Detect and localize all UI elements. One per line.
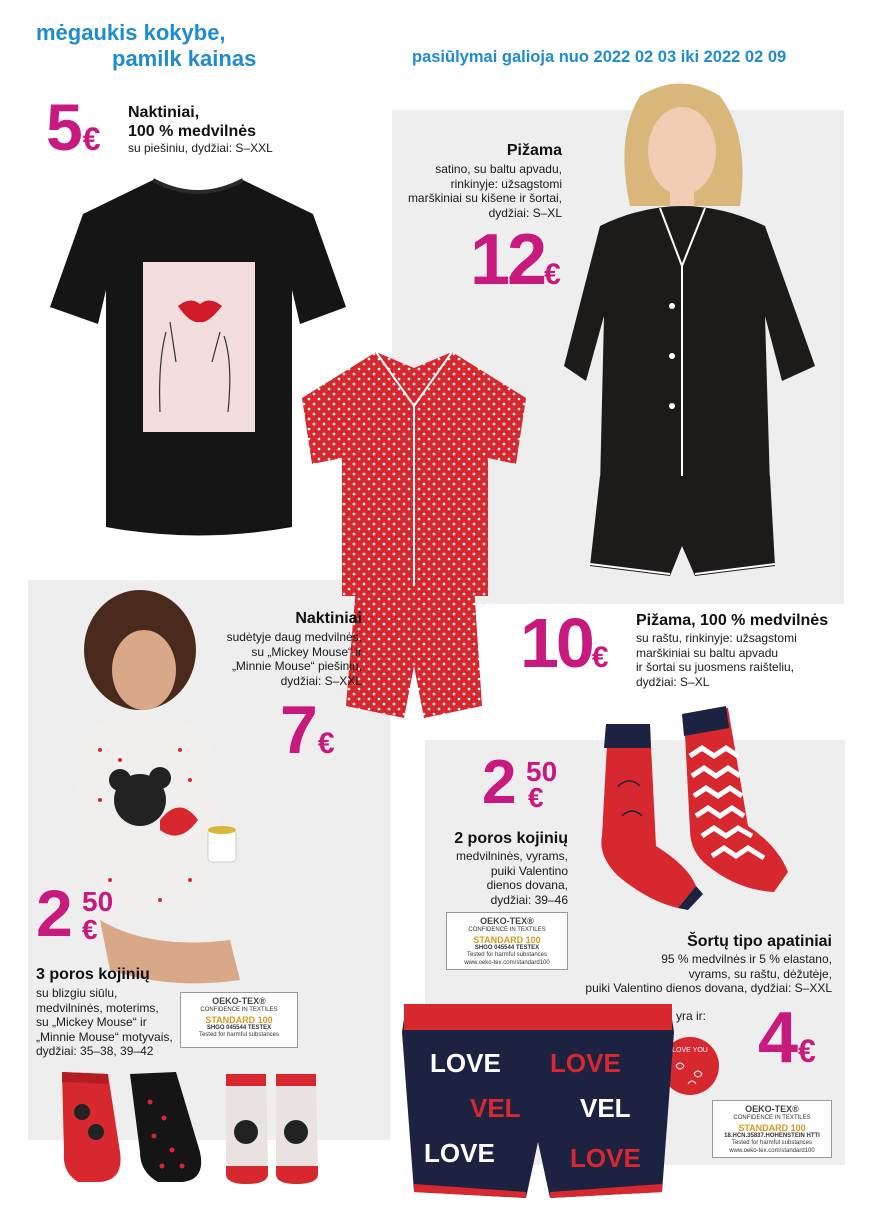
price-value: 7 bbox=[280, 692, 318, 768]
oeko-confidence: CONFIDENCE IN TEXTILES bbox=[200, 1007, 278, 1013]
price-socks-men bbox=[482, 748, 517, 817]
desc-pajama-cotton bbox=[636, 631, 797, 689]
title-line-1: Naktiniai, bbox=[128, 104, 200, 121]
desc-line: puiki Valentino bbox=[490, 863, 568, 878]
title-socks-men: 2 poros kojinių bbox=[454, 830, 568, 847]
price-nightshirt bbox=[46, 90, 101, 164]
desc-line: dienos dovana, bbox=[486, 878, 568, 892]
title-pajama-satin: Pižama bbox=[506, 142, 562, 159]
desc-socks-women bbox=[36, 986, 173, 1059]
women-socks-image bbox=[40, 1062, 330, 1188]
oeko-tex-label bbox=[180, 992, 298, 1048]
print-word-vel: VEL bbox=[580, 1093, 631, 1123]
also-available-label: yra ir: bbox=[676, 1009, 706, 1023]
oeko-brand: OEKO-TEX® bbox=[745, 1104, 799, 1114]
desc-pajama-satin bbox=[390, 162, 562, 220]
desc-line: dydžiai: 35–38, 39–42 bbox=[36, 1044, 154, 1058]
slogan-line-1: mėgaukis kokybe, bbox=[36, 20, 226, 45]
slogan-line-2: pamilk kainas bbox=[112, 46, 257, 71]
price-socks-women-dec: 50 bbox=[82, 886, 114, 917]
oeko-tested: Tested for harmful substances bbox=[731, 1140, 813, 1146]
desc-line: rinkinyje: užsagstomi bbox=[450, 176, 562, 191]
title-pajama-cotton: Pižama, 100 % medvilnės bbox=[636, 612, 829, 629]
desc-line: su „Mickey Mouse“ ir bbox=[251, 644, 362, 659]
price-value: 5 bbox=[46, 90, 83, 164]
oeko-code: SHGO 045544 TESTEX bbox=[474, 944, 540, 951]
desc-line: su blizgiu siūlu, bbox=[36, 986, 118, 1000]
price-value: 10 bbox=[520, 604, 592, 682]
swatch-text: LOVE YOU bbox=[672, 1047, 708, 1054]
print-word-vel: VEL bbox=[470, 1093, 521, 1123]
oeko-tested: Tested for harmful substances bbox=[198, 1032, 280, 1038]
title-line-2: 100 % medvilnės bbox=[128, 123, 257, 140]
price-socks-women bbox=[36, 876, 73, 950]
desc-line: 95 % medvilnės ir 5 % elastano, bbox=[661, 952, 832, 966]
desc-line: „Minnie Mouse“ motyvais, bbox=[36, 1029, 173, 1044]
print-word-love: LOVE bbox=[430, 1048, 501, 1078]
desc-line: marškiniai su kišene ir šortai, bbox=[407, 191, 562, 205]
oeko-brand: OEKO-TEX® bbox=[212, 996, 266, 1006]
oeko-site: www.oeko-tex.com/standard100 bbox=[464, 959, 550, 966]
desc-line: sudėtyje daug medvilnės, bbox=[226, 630, 362, 644]
oeko-code: SHGO 045544 TESTEX bbox=[206, 1024, 272, 1031]
desc-line: satino, su baltu apvadu, bbox=[435, 162, 562, 176]
price-int: 2 bbox=[482, 748, 517, 817]
desc-line: dydžiai: 39–46 bbox=[490, 892, 568, 907]
title-nightshirt bbox=[128, 103, 256, 141]
oeko-site: www.oeko-tex.com/standard100 bbox=[729, 1147, 815, 1154]
price-int: 2 bbox=[36, 876, 73, 950]
desc-line: ir šortai su juosmens raišteliu, bbox=[636, 660, 795, 674]
price-value: 4 bbox=[758, 998, 799, 1078]
price-value: 12 bbox=[470, 220, 545, 300]
oeko-confidence: CONFIDENCE IN TEXTILES bbox=[468, 927, 546, 933]
oeko-tex-label bbox=[712, 1100, 832, 1158]
oeko-standard: STANDARD 100 bbox=[738, 1122, 806, 1133]
desc-line: dydžiai: S–XXL bbox=[280, 673, 362, 688]
desc-line: su raštu, rinkinyje: užsagstomi bbox=[636, 631, 797, 645]
men-socks-image bbox=[578, 696, 824, 912]
boxers-image bbox=[400, 1002, 676, 1198]
desc-line: puiki Valentino dienos dovana, dydžiai: S–XXL bbox=[585, 981, 832, 995]
desc-boxers bbox=[500, 952, 832, 996]
price-socks-men-dec: 50 bbox=[526, 756, 558, 787]
title-socks-women: 3 poros kojinių bbox=[36, 966, 150, 983]
desc-line: dydžiai: S–XL bbox=[488, 205, 562, 220]
title-boxers: Šortų tipo apatiniai bbox=[687, 933, 832, 950]
desc-line: dydžiai: S–XL bbox=[636, 674, 710, 689]
oeko-brand: OEKO-TEX® bbox=[480, 916, 534, 926]
price-pajama-satin bbox=[470, 220, 561, 300]
desc-socks-men bbox=[400, 849, 568, 907]
print-word-love: LOVE bbox=[424, 1138, 495, 1168]
slogan bbox=[36, 20, 256, 72]
price-pajama-cotton bbox=[520, 604, 609, 682]
desc-line: medvilninės, vyrams, bbox=[455, 849, 568, 863]
print-word-love: LOVE bbox=[570, 1143, 641, 1173]
currency-symbol: € bbox=[317, 727, 335, 760]
oeko-tested: Tested for harmful substances bbox=[466, 952, 548, 958]
desc-line: „Minnie Mouse“ piešiniu, bbox=[231, 659, 362, 673]
validity-dates: pasiūlymai galioja nuo 2022 02 03 iki 2022 02 09 bbox=[412, 48, 787, 66]
desc-nightshirt: su piešiniu, dydžiai: S–XXL bbox=[128, 141, 273, 155]
title-nightshirt-mickey: Naktiniai bbox=[295, 610, 362, 627]
currency-symbol: € bbox=[82, 121, 101, 157]
oeko-code: 18.HCN.35837.HOHENSTEIN HTTI bbox=[724, 1132, 820, 1139]
oeko-standard: STANDARD 100 bbox=[205, 1014, 273, 1025]
oeko-confidence: CONFIDENCE IN TEXTILES bbox=[733, 1115, 811, 1121]
desc-line: medvilninės, moterims, bbox=[36, 1000, 159, 1015]
price-boxers bbox=[758, 998, 816, 1078]
currency-symbol: € bbox=[82, 914, 98, 945]
currency-symbol: € bbox=[544, 258, 561, 291]
currency-symbol: € bbox=[591, 641, 609, 674]
print-word-love: LOVE bbox=[550, 1048, 621, 1078]
currency-symbol: € bbox=[528, 782, 544, 813]
desc-line: vyrams, su raštu, dėžutėje, bbox=[688, 966, 832, 981]
desc-line: su „Mickey Mouse“ ir bbox=[36, 1015, 147, 1029]
model-satin-pajama-image bbox=[560, 76, 844, 604]
currency-symbol: € bbox=[798, 1033, 816, 1069]
oeko-standard: STANDARD 100 bbox=[473, 934, 541, 945]
desc-line: marškiniai su baltu apvadu bbox=[636, 645, 779, 660]
price-nightshirt-mickey bbox=[280, 692, 335, 768]
